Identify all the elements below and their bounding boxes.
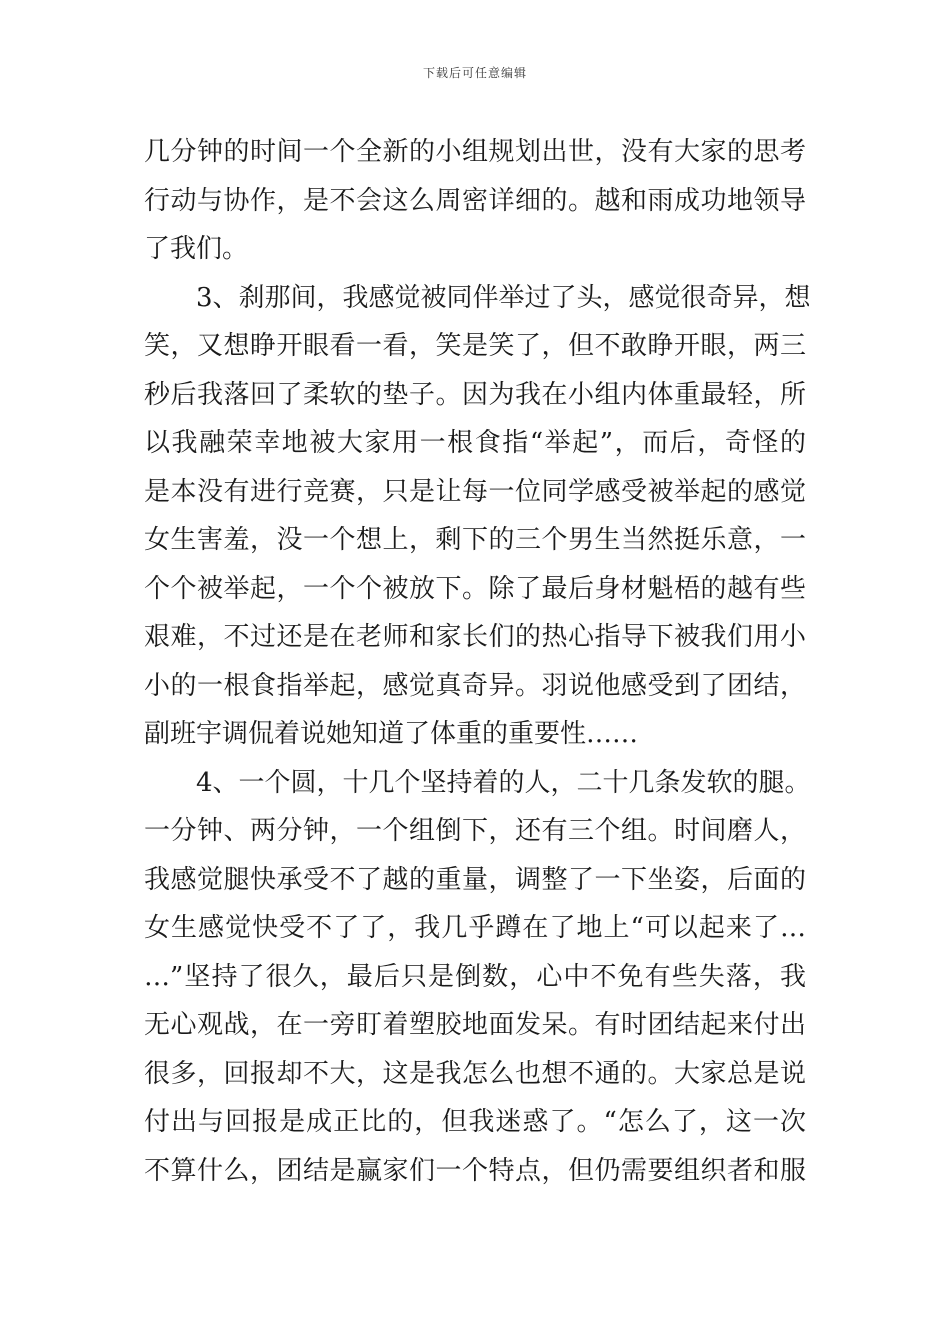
text-line: 秒后我落回了柔软的垫子。因为我在小组内体重最轻，所 xyxy=(144,379,806,410)
paragraph-end-line: 副班宇调侃着说她知道了体重的重要性…… xyxy=(144,719,639,749)
text-line: 我感觉腿快承受不了越的重量，调整了一下坐姿，后面的 xyxy=(144,864,806,895)
text-line: 付出与回报是成正比的，但我迷惑了。“怎么了，这一次 xyxy=(144,1107,806,1137)
text-line: 几分钟的时间一个全新的小组规划出世，没有大家的思考 xyxy=(144,137,806,167)
paragraph-3-first-line: 3、刹那间，我感觉被同伴举过了头，感觉很奇异，想 xyxy=(196,282,811,313)
text-line: 笑，又想睁开眼看一看，笑是笑了，但不敢睁开眼，两三 xyxy=(144,331,806,361)
text-line: 小的一根食指举起，感觉真奇异。羽说他感受到了团结， xyxy=(144,670,806,701)
paragraph-end-line: 了我们。 xyxy=(144,234,249,264)
text-line: 艰难，不过还是在老师和家长们的热心指导下被我们用小 xyxy=(144,622,806,652)
text-line: 个个被举起，一个个被放下。除了最后身材魁梧的越有些 xyxy=(144,573,806,604)
text-line: 女生害羞，没一个想上，剩下的三个男生当然挺乐意，一 xyxy=(144,525,806,555)
page-header: 下载后可任意编辑 xyxy=(422,66,527,80)
text-line: 一分钟、两分钟，一个组倒下，还有三个组。时间磨人， xyxy=(144,816,806,846)
paragraph-4-first-line: 4、一个圆，十几个坚持着的人，二十几条发软的腿。 xyxy=(196,767,811,798)
text-line: 不算什么，团结是赢家们一个特点，但仍需要组织者和服 xyxy=(144,1155,806,1186)
text-line: 行动与协作，是不会这么周密详细的。越和雨成功地领导 xyxy=(144,185,806,216)
text-line: 很多，回报却不大，这是我怎么也想不通的。大家总是说 xyxy=(144,1058,806,1089)
document-body xyxy=(144,128,811,1195)
text-line: …”坚持了很久，最后只是倒数，心中不免有些失落，我 xyxy=(144,961,806,992)
text-line: 是本没有进行竞赛，只是让每一位同学感受被举起的感觉 xyxy=(144,476,806,507)
text-line: 以我融荣幸地被大家用一根食指“举起”，而后，奇怪的 xyxy=(144,428,806,458)
text-line: 女生感觉快受不了了，我几乎蹲在了地上“可以起来了… xyxy=(144,913,806,943)
text-line: 无心观战，在一旁盯着塑胶地面发呆。有时团结起来付出 xyxy=(144,1010,806,1040)
